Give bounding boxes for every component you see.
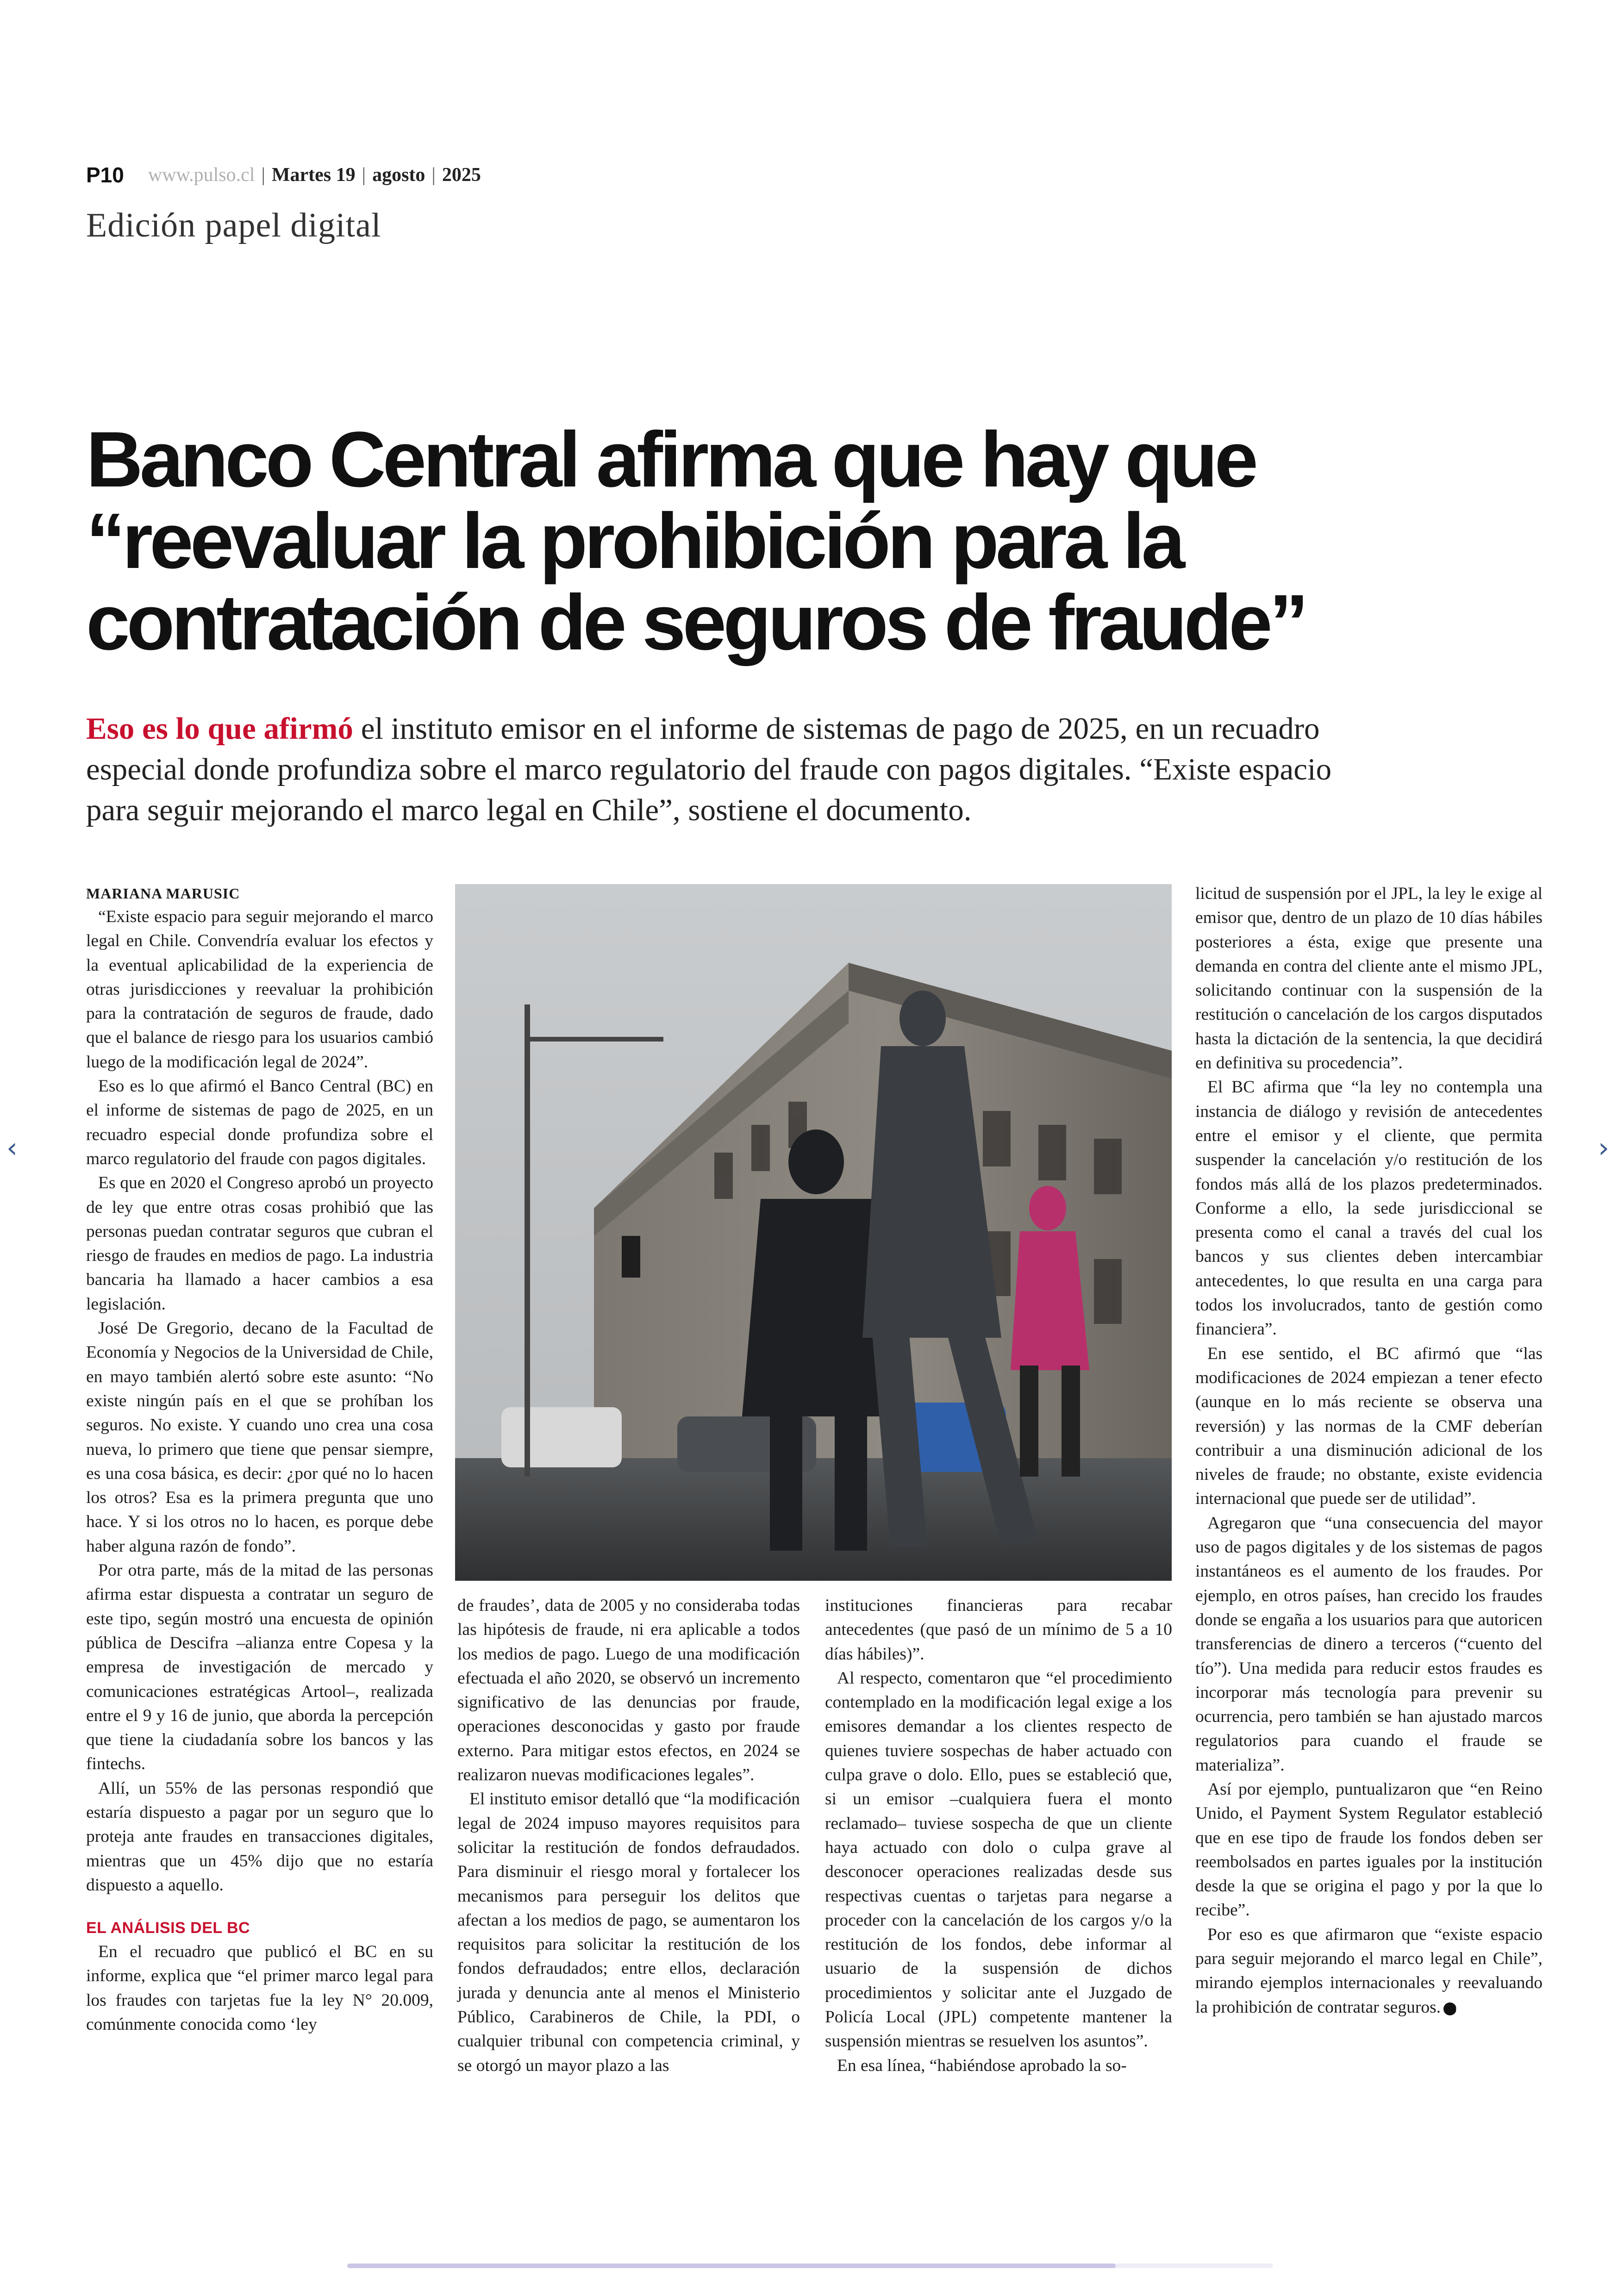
header-day: Martes 19 [271, 164, 356, 186]
header-separator: | [362, 164, 366, 186]
paragraph: José De Gregorio, decano de la Facultad de Economía y Negocios de la Universidad de Chile, en mayo también alertó sobre este asunto: “No existe ningún país en el que se prohíban los seguros. No existe. Y cuando uno crea una cosa nueva, lo primero que tiene que pensar siempre, es una cosa básica, es decir: ¿por qué no lo hacen los otros? Esa es la primera pregunta que uno hace. Y si los otros no lo hacen, es porque debe haber alguna razón de fondo”. [86, 1319, 433, 1556]
deck-summary [86, 708, 1364, 830]
prev-page-arrow-icon[interactable]: ‹ [6, 1132, 18, 1164]
paragraph: “Existe espacio para seguir mejorando el marco legal en Chile. Convendría evaluar los efectos y la eventual aplicabilidad de la experiencia de otras jurisdicciones y reevaluar la prohibición para la contratación de seguros de fraude, dado que el balance de riesgo para los usuarios cambió luego de la modificación legal de 2024”. [86, 907, 433, 1072]
headline-line: contratación de seguros de fraude” [86, 579, 1305, 667]
header-month: agosto [372, 164, 425, 186]
pulso-end-mark-icon: P [1443, 2002, 1456, 2015]
page-header [86, 161, 481, 189]
article-column-2 [457, 1594, 800, 2078]
paragraph: En esa línea, “habiéndose aprobado la so- [837, 2056, 1127, 2075]
paragraph: En ese sentido, el BC afirmó que “las modificaciones de 2024 empiezan a tener efecto (aunque en lo más reciente se observa una reversión) y las normas de la CMF deberían contribuir a una disminución adicional de los niveles de fraude; no obstante, existe evidencia internacional que puede ser de utilidad”. [1195, 1344, 1543, 1509]
section-subhead: EL ANÁLISIS DEL BC [86, 1919, 250, 1937]
deck-lead: Eso es lo que afirmó [86, 711, 353, 746]
scrollbar-thumb[interactable] [347, 2264, 1116, 2268]
next-page-arrow-icon[interactable]: › [1598, 1132, 1609, 1164]
deck-text: el instituto emisor en el informe de sistemas de pago de 2025, en un recuadro especial donde profundiza sobre el marco regulatorio del fraude con pagos digitales. “Existe espacio para seguir mejorando el marco legal en Chile”, sostiene el documento. [86, 711, 1332, 827]
article-column-3 [825, 1594, 1172, 2078]
paragraph: El BC afirma que “la ley no contempla una instancia de diálogo y revisión de antecedentes entre el emisor y el cliente, que permita suspender la cancelación y/o restitución de los fondos más allá de los plazos predeterminados. Conforme a ello, la sede jurisdiccional se presenta como el canal a través del cual los bancos y sus clientes deben intercambiar antecedentes, lo que resulta en una carga para todos los involucrados, tanto de gestión como financiera”. [1195, 1078, 1543, 1339]
paragraph [1195, 1923, 1543, 2020]
paragraph: Por otra parte, más de la mitad de las personas afirma estar dispuesta a contratar un seguro de este tipo, según mostró una encuesta de opinión pública de Descifra –alianza entre Copesa y la empresa de investigación de mercado y comunicaciones estratégicas Artool–, realizada entre el 9 y 16 de junio, que aborda la percepción que tiene la ciudadanía sobre los bancos y las fintechs. [86, 1561, 433, 1774]
paragraph: Eso es lo que afirmó el Banco Central (BC) en el informe de sistemas de pago de 2025, en un recuadro especial donde profundiza sobre el marco regulatorio del fraude con pagos digitales. [86, 1077, 433, 1168]
paragraph: Agregaron que “una consecuencia del mayor uso de pagos digitales y de los sistemas de pagos instantáneos es el aumento de los fraudes. Por ejemplo, en otros países, han crecido los fraudes donde se engaña a los usuarios para que autoricen transferencias de dinero a terceros (“cuento del tío”). Una medida para reducir estos fraudes es incorporar más tecnología para prevenir su ocurrencia, pero también se han ajustado marcos regulatorios para cuando el fraude se materializa”. [1195, 1513, 1543, 1775]
site-url: www.pulso.cl [148, 164, 255, 186]
horizontal-scrollbar[interactable] [347, 2264, 1273, 2268]
byline: MARIANA MARUSIC [86, 885, 240, 902]
header-year: 2025 [442, 164, 481, 186]
headline-line: “reevaluar la prohibición para la [86, 497, 1182, 585]
page-number: P10 [86, 163, 124, 187]
edition-label: Edición papel digital [86, 206, 381, 244]
header-separator: | [431, 164, 436, 186]
headline-line: Banco Central afirma que hay que [86, 416, 1255, 504]
paragraph: El instituto emisor detalló que “la modificación legal de 2024 impuso mayores requisitos para solicitar la restitución de fondos defraudados. Para disminuir el riesgo moral y fortalecer los mecanismos para perseguir los delitos que afectan a los medios de pago, se aumentaron los requisitos para solicitar la restitución de los fondos defraudados; entre ellos, declaración jurada y denuncia ante al menos el Ministerio Público, Carabineros de Chile, la PDI, o cualquier tribunal con competencia criminal, y se otorgó un mayor plazo a las [457, 1790, 800, 2075]
article-column-1 [86, 882, 433, 2037]
paragraph: licitud de suspensión por el JPL, la ley le exige al emisor que, dentro de un plazo de 10 días hábiles posteriores a ésta, exige que presente una demanda en contra del cliente ante el mismo JPL, solicitando continuar con la suspensión de la restitución o cancelación de los cargos disputados hasta la dictación de la sentencia, la que decidirá en definitiva su procedencia”. [1195, 884, 1543, 1073]
banco-central-building-photo [455, 884, 1172, 1581]
article-photo [455, 884, 1172, 1581]
headline [86, 416, 1429, 667]
paragraph: Al respecto, comentaron que “el procedimiento contemplado en la modificación legal exige a los emisores demandar a los clientes respecto de quienes tuviere sospechas de haber actuado con culpa grave o dolo. Ello, pues se estableció que, si un emisor –cualquiera fuera el monto reclamado– tuviese sospecha de que un cliente haya actuado con dolo o culpa grave al desconocer operaciones realizadas desde sus respectivas cuentas o tarjetas para negarse a proceder con la cancelación de los cargos y/o la restitución de los fondos, debe informar al usuario de la suspensión de dichos procedimientos y solicitar ante el Juzgado de Policía Local (JPL) competente mantener la suspensión mientras se resuelven los asuntos”. [825, 1668, 1172, 2051]
header-separator: | [261, 164, 265, 186]
paragraph: En el recuadro que publicó el BC en su informe, explica que “el primer marco legal para los fraudes con tarjetas fue la ley N° 20.009, comúnmente conocida como ‘ley [86, 1942, 433, 2034]
paragraph: Allí, un 55% de las personas respondió que estaría dispuesto a pagar por un seguro que lo proteja ante fraudes en transacciones digitales, mientras que un 45% dijo que no estaría dispuesto a aquello. [86, 1778, 433, 1895]
paragraph-text: Por eso es que afirmaron que “existe espacio para seguir mejorando el marco legal en Chile”, mirando ejemplos internacionales y reevaluando la prohibición de contratar seguros. [1195, 1925, 1543, 2017]
paragraph: instituciones financieras para recabar antecedentes (que pasó de un mínimo de 5 a 10 días hábiles)”. [825, 1596, 1172, 1664]
paragraph: Es que en 2020 el Congreso aprobó un proyecto de ley que entre otras cosas prohibió que las personas puedan contratar seguros que cubran el riesgo de fraudes en medios de pago. La industria bancaria ha llamado a hacer cambios a esa legislación. [86, 1173, 433, 1314]
article-column-4 [1195, 882, 1543, 2020]
paragraph: Así por ejemplo, puntualizaron que “en Reino Unido, el Payment System Regulator estableció que en ese tipo de fraude los fondos deben ser reembolsados en partes iguales por la institución desde la que se origina el pago y por la que lo recibe”. [1195, 1779, 1543, 1920]
paragraph: de fraudes’, data de 2005 y no consideraba todas las hipótesis de fraude, ni era aplicable a todos los medios de pago. Luego de una modificación efectuada el año 2020, se observó un incremento significativo de las denuncias por fraude, operaciones desconocidas y gasto por fraude externo. Para mitigar estos efectos, en 2024 se realizaron nuevas modificaciones legales”. [457, 1596, 800, 1785]
